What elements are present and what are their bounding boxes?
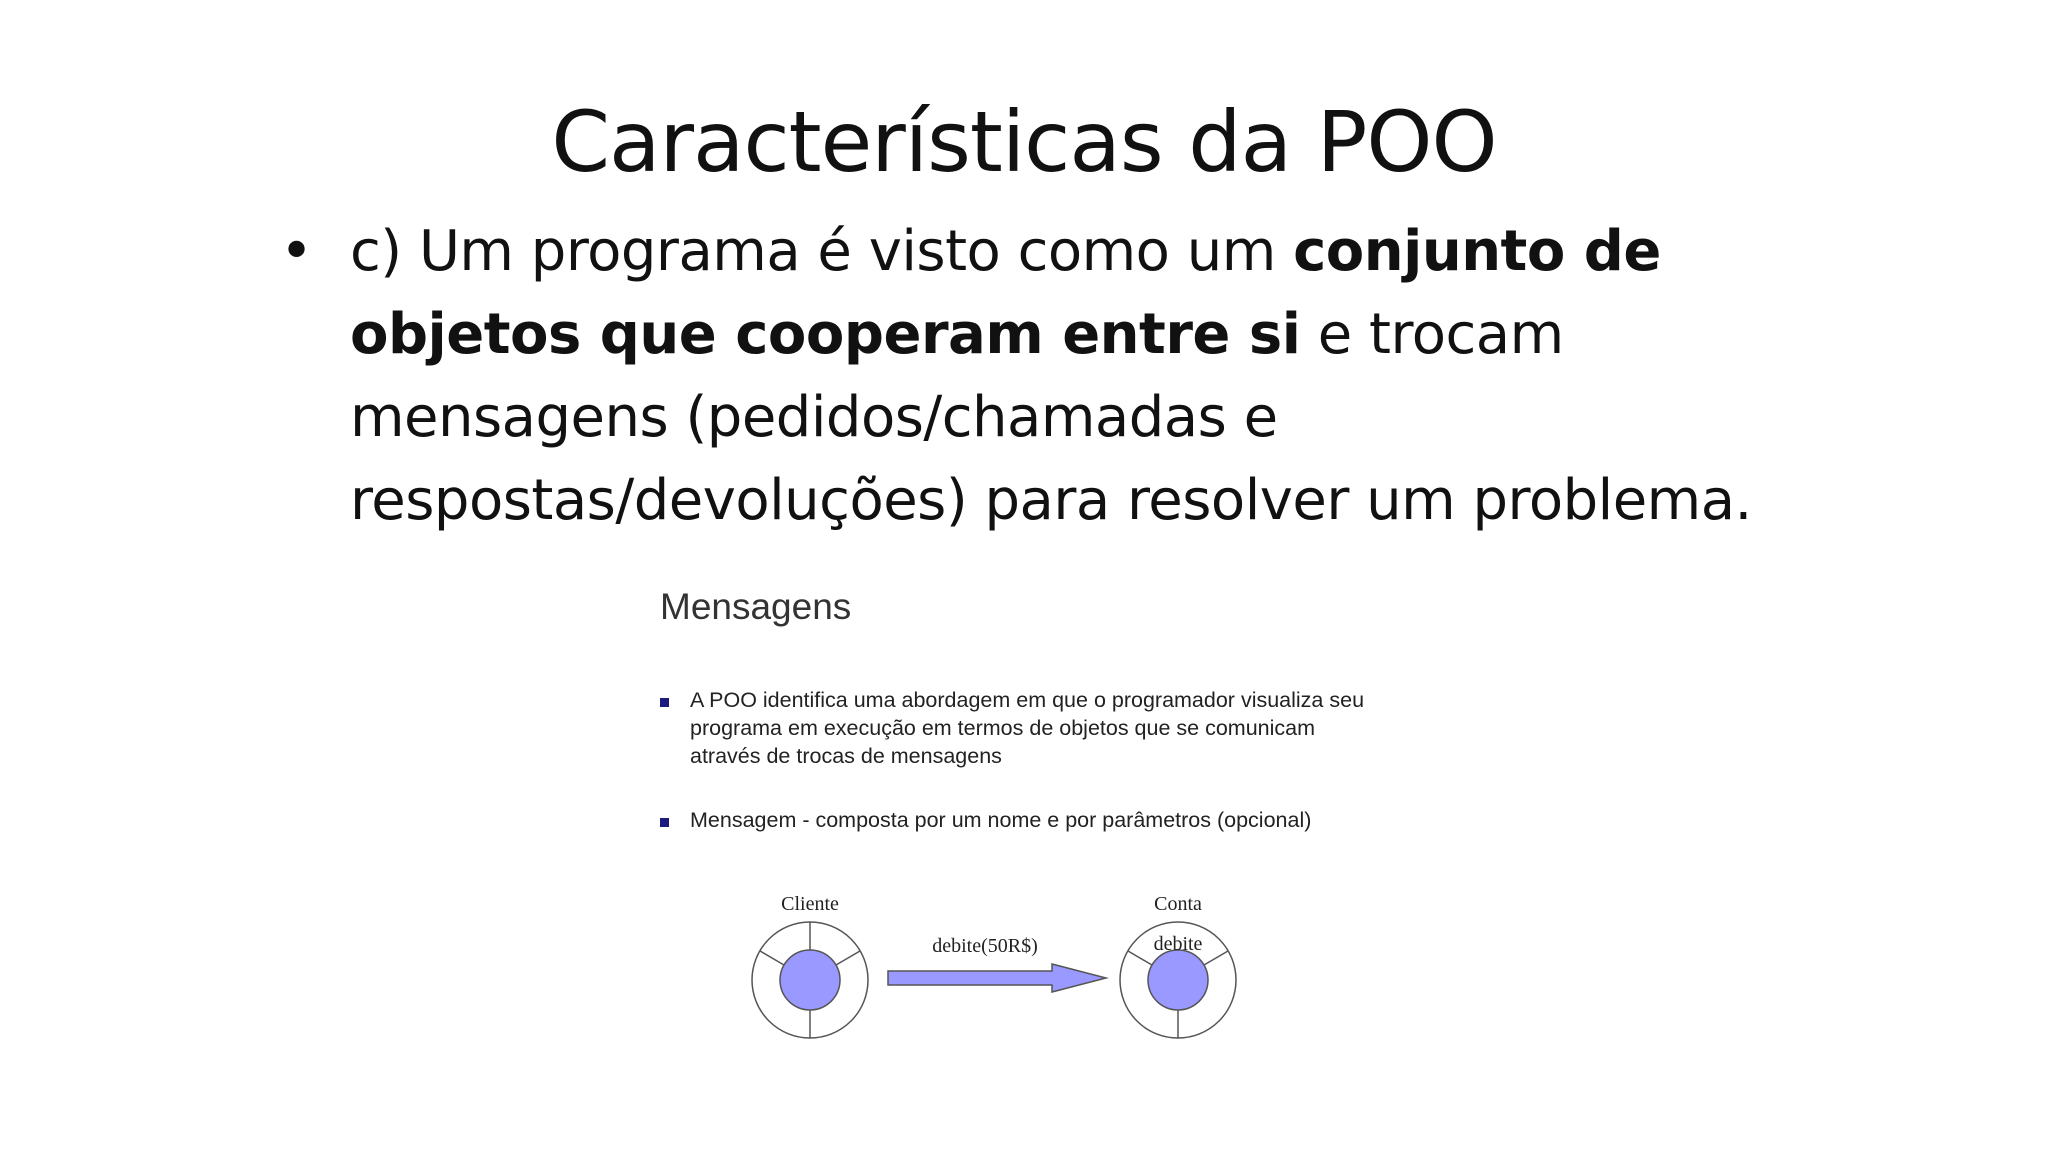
message-diagram [650,880,1410,1060]
bullet-item [280,210,1848,542]
slide-title: Características da POO [551,93,1497,191]
method-label: debite [1153,933,1203,955]
square-bullet-icon [660,818,669,827]
embedded-title: Mensagens [660,586,852,627]
square-bullet-icon [660,698,669,707]
message-arrow [888,935,1106,992]
conta-label: Conta [1154,893,1202,915]
bullet-text-bold: conjunto de objetos que cooperam entre si [350,219,1661,367]
embedded-slide-image [650,580,1410,1060]
bullet-text-part: c) Um programa é visto como um [350,219,1294,284]
message-label: debite(50R$) [932,935,1038,957]
bullet-text-part: e trocam mensagens (pedidos/chamadas e respostas/devoluções) para resolver um problema. [350,302,1752,533]
bullet-text [288,210,1848,542]
conta-object [1120,893,1236,1038]
cliente-label: Cliente [781,893,839,915]
embedded-item: Mensagem - composta por um nome e por parâmetros (opcional) [690,808,1312,832]
embedded-item: A POO identifica uma abordagem em que o programador visualiza seu programa em execução em termos de objetos que se comunicam através de trocas de mensagens [690,688,1365,768]
bullet-dot-icon: • [280,219,313,284]
cliente-object [752,893,868,1038]
